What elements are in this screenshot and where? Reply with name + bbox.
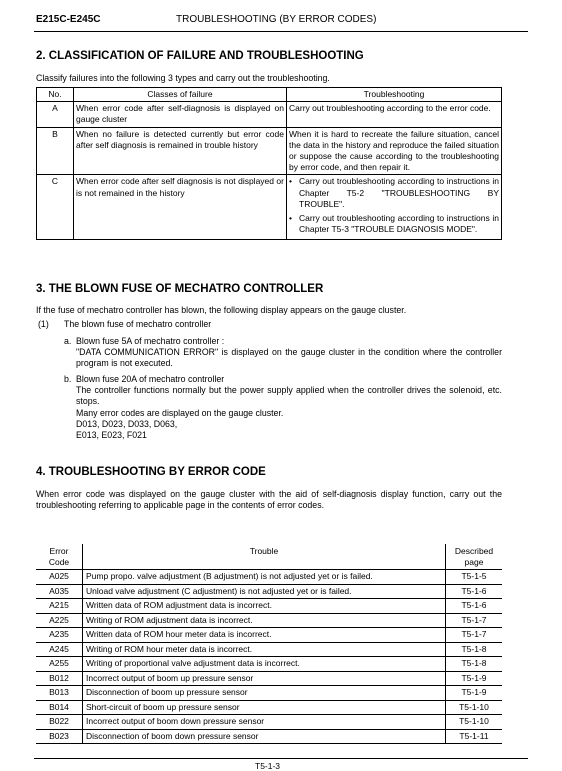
item-b-label: b. — [64, 374, 72, 384]
table-row — [37, 175, 502, 240]
error-code: A255 — [36, 657, 83, 672]
error-code: B014 — [36, 700, 83, 715]
col-no: No. — [37, 88, 74, 102]
row-no: A — [37, 102, 74, 127]
row-class: When error code after self-diagnosis is displayed on gauge cluster — [74, 102, 287, 127]
classification-header-row — [37, 88, 502, 102]
item-a-text: "DATA COMMUNICATION ERROR" is displayed on the gauge cluster in the condition where the controller program is not executed. — [76, 347, 502, 369]
described-page: T5-1-6 — [461, 600, 487, 611]
error-code: B013 — [36, 686, 83, 701]
item-a-title: Blown fuse 5A of mechatro controller : — [76, 336, 225, 346]
table-row — [36, 671, 502, 686]
col-classes: Classes of failure — [74, 88, 287, 102]
error-code: B023 — [36, 729, 83, 744]
table-row — [36, 584, 502, 599]
trouble-description: Writing of ROM hour meter data is incorrect. — [83, 642, 446, 657]
described-page: T5-1-7 — [461, 629, 487, 640]
error-code: A225 — [36, 613, 83, 628]
item-b-text2: Many error codes are displayed on the gauge cluster. — [76, 408, 284, 418]
col-troubleshooting: Troubleshooting — [287, 88, 502, 102]
described-page: T5-1-8 — [461, 658, 487, 669]
bullet-text: Carry out troubleshooting according to instructions in Chapter T5-2 "TROUBLESHOOTING BY TROUBLE". — [299, 176, 499, 209]
col-trouble: Trouble — [83, 544, 446, 570]
item-a-label: a. — [64, 336, 72, 346]
table-row — [36, 686, 502, 701]
described-page: T5-1-8 — [461, 643, 487, 654]
error-table-body — [36, 570, 502, 744]
row-troubleshooting — [287, 175, 502, 240]
described-page: T5-1-10 — [459, 701, 489, 712]
item-b-codes-line1: D013, D023, D033, D063, — [76, 419, 178, 429]
section-3-heading: 3. THE BLOWN FUSE OF MECHATRO CONTROLLER — [36, 283, 324, 295]
table-row — [36, 628, 502, 643]
table-row — [36, 657, 502, 672]
row-no: C — [37, 175, 74, 240]
error-code: A025 — [36, 570, 83, 585]
col-page-line1: Described — [454, 546, 494, 556]
error-code: A245 — [36, 642, 83, 657]
table-row — [36, 642, 502, 657]
section-3-intro: If the fuse of mechatro controller has blown, the following display appears on the gauge cluster. — [36, 305, 407, 315]
trouble-description: Written data of ROM adjustment data is incorrect. — [83, 599, 446, 614]
trouble-description: Unload valve adjustment (C adjustment) is not adjusted yet or is failed. — [83, 584, 446, 599]
error-code-table — [36, 544, 502, 744]
table-row — [36, 715, 502, 730]
col-error-code — [36, 544, 83, 570]
trouble-description: Short-circuit of boom up pressure sensor — [83, 700, 446, 715]
item-title: The blown fuse of mechatro controller — [64, 319, 212, 329]
row-class: When error code after self diagnosis is not displayed or is not remained in the history — [74, 175, 287, 240]
table-row — [37, 102, 502, 127]
described-page: T5-1-11 — [459, 730, 489, 741]
header-rule — [34, 31, 528, 32]
described-page: T5-1-9 — [461, 672, 487, 683]
item-number: (1) — [38, 319, 49, 329]
row-troubleshooting: Carry out troubleshooting according to the error code. — [287, 102, 502, 127]
error-code: A215 — [36, 599, 83, 614]
footer-rule — [34, 758, 528, 759]
trouble-description: Pump propo. valve adjustment (B adjustment) is not adjusted yet or is failed. — [83, 570, 446, 585]
bullet-icon: • — [289, 213, 292, 224]
table-row — [36, 570, 502, 585]
col-error-code-line2: Code — [48, 557, 70, 567]
error-table-header-row — [36, 544, 502, 570]
error-code: A235 — [36, 628, 83, 643]
item-b-title: Blown fuse 20A of mechatro controller — [76, 374, 225, 384]
col-page-line2: page — [464, 557, 484, 567]
bullet-text: Carry out troubleshooting according to instructions in Chapter T5-3 "TROUBLE DIAGNOSIS MODE". — [299, 213, 499, 235]
section-4-heading: 4. TROUBLESHOOTING BY ERROR CODE — [36, 466, 266, 478]
trouble-description: Writing of ROM adjustment data is incorrect. — [83, 613, 446, 628]
section-2-intro: Classify failures into the following 3 types and carry out the troubleshooting. — [36, 73, 330, 83]
table-row — [36, 613, 502, 628]
table-row — [36, 729, 502, 744]
page-header — [36, 14, 528, 25]
model-name: E215C-E245C — [36, 14, 101, 25]
bullet-item — [289, 213, 499, 235]
col-described-page — [446, 544, 503, 570]
described-page: T5-1-6 — [461, 585, 487, 596]
page-number: T5-1-3 — [255, 761, 281, 771]
trouble-description: Disconnection of boom down pressure sensor — [83, 729, 446, 744]
header-title: TROUBLESHOOTING (BY ERROR CODES) — [176, 14, 377, 25]
described-page: T5-1-9 — [461, 687, 487, 698]
described-page: T5-1-7 — [461, 614, 487, 625]
item-b-text: The controller functions normally but the power supply applied when the controller drives the solenoid, etc. stops. — [76, 385, 502, 407]
table-row — [36, 700, 502, 715]
trouble-description: Incorrect output of boom down pressure sensor — [83, 715, 446, 730]
classification-table — [36, 87, 502, 240]
bullet-item — [289, 176, 499, 210]
table-row — [37, 127, 502, 175]
row-class: When no failure is detected currently but error code after self diagnosis is remained in trouble history — [74, 127, 287, 175]
section-4-intro: When error code was displayed on the gauge cluster with the aid of self-diagnosis display function, carry out the troubleshooting referring to applicable page in the contents of error codes. — [36, 489, 502, 511]
bullet-icon: • — [289, 176, 292, 187]
section-2-heading: 2. CLASSIFICATION OF FAILURE AND TROUBLESHOOTING — [36, 50, 364, 62]
error-code: A035 — [36, 584, 83, 599]
row-no: B — [37, 127, 74, 175]
trouble-description: Written data of ROM hour meter data is incorrect. — [83, 628, 446, 643]
row-troubleshooting: When it is hard to recreate the failure situation, cancel the data in the history and reproduce the failed situation or suppose the cause according to the troubleshooting by error code, and then repair it. — [287, 127, 502, 175]
error-code: B012 — [36, 671, 83, 686]
trouble-description: Disconnection of boom up pressure sensor — [83, 686, 446, 701]
described-page: T5-1-10 — [459, 716, 489, 727]
col-error-code-line1: Error — [49, 546, 69, 556]
table-row — [36, 599, 502, 614]
trouble-description: Incorrect output of boom up pressure sensor — [83, 671, 446, 686]
described-page: T5-1-5 — [461, 571, 487, 582]
trouble-description: Writing of proportional valve adjustment data is incorrect. — [83, 657, 446, 672]
error-code: B022 — [36, 715, 83, 730]
item-b-codes-line2: E013, E023, F021 — [76, 430, 147, 440]
